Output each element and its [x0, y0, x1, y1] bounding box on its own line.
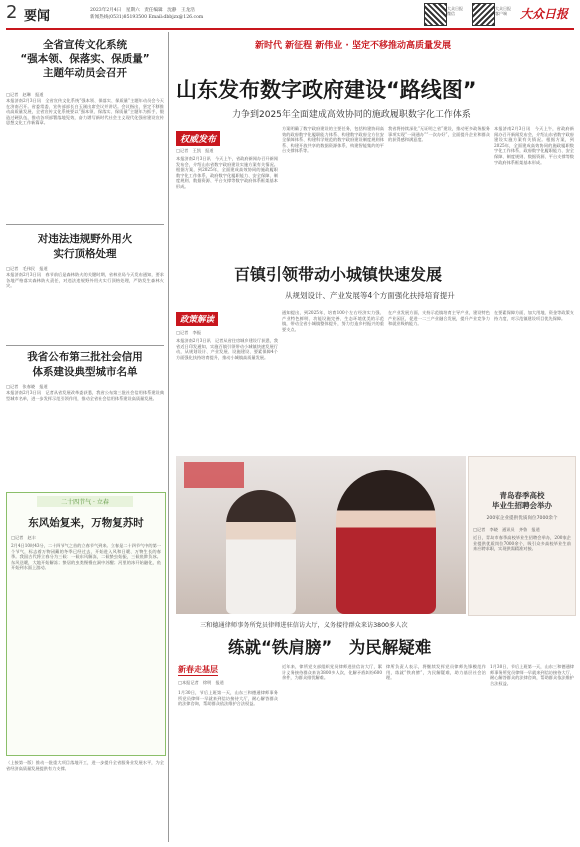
lead-3-title: 练就“铁肩膀” 为民解疑难	[228, 638, 432, 657]
lead-1-byline: □记者 王凯 报道	[176, 148, 214, 153]
lead-2-col-3: 在产业发展方面，支持示范镇培育主导产业，建设特色产业园区，促进一二三产业融合发展，提升产业竞争力和就业吸纳能力。	[388, 310, 490, 327]
article-1-byline: □记者 赵琳 报道	[6, 92, 44, 97]
masthead-rule	[6, 28, 574, 30]
section-name: 要闻	[24, 9, 51, 24]
photo-person-left	[226, 490, 296, 614]
lead-1-col-4: 本报济南2月3日讯 今天上午，省政府新闻办召开新闻发布会，介绍山东省数字政府建设实施方案有关情况。根据方案，到2025年，全面建成高效协同的施政履职数字化工作体系，政府数字化履职能力、安全保障、制度规则、数据资源、平台支撑等数字政府体系框架基本形成。	[494, 126, 574, 165]
essay-byline: □记者 赵丰	[11, 535, 36, 540]
article-3-body: 本报济南2月3日讯 记者从省发展改革委获悉，我省公布第三批社会信用体系建设典型城市名单，进一步发挥示范引领作用，推动全省社会信用体系建设高质量发展。	[6, 390, 164, 401]
lead-3-badge: 新春走基层	[178, 665, 218, 674]
slogan-banner: 新时代 新征程 新伟业 · 坚定不移推动高质量发展	[255, 41, 451, 51]
lead-3-kicker: 三和德通律师事务所党员律师进驻信访大厅，义务接待群众来访3800多人次	[200, 622, 408, 629]
lead-2-byline: □记者 李振	[176, 330, 201, 335]
divider	[6, 345, 164, 346]
article-2-title: 对违法违规野外用火 实行顶格处理	[37, 233, 133, 260]
left-column	[6, 32, 164, 842]
lead-2-col-4: 在要素保障方面，加大用地、资金等政策支持力度，对示范镇建设项目优先保障。	[494, 310, 574, 321]
article-2-body: 本报济南2月3日讯 春节前后是森林防火的关键时期，省林业局今天发布通知，要求各地严格落实森林防火责任，对违法违规野外用火实行顶格处理，严防发生森林火灾。	[6, 272, 164, 289]
photo-side-box	[468, 456, 576, 616]
qr-label-1: 大众日报 微信	[447, 6, 463, 16]
lead-3-col-1: 1月30日，节后上班第一天，山东三和德通律师事务所党员律师一早就来到信访接待大厅，耐心解答群众的法律咨询，帮助群众依法维护合法权益。	[178, 690, 278, 707]
lead-3-col-4: 1月30日，节后上班第一天，山东三和德通律师事务所党员律师一早就来到信访接待大厅，耐心解答群众的法律咨询，帮助群众依法维护合法权益。	[490, 664, 574, 686]
date-line: 2023年2月4日 星期六 责任编辑 沈静 王龙浩	[90, 8, 195, 13]
page-number: 2	[6, 2, 18, 23]
lead-2-subtitle: 从规划设计、产业发展等4个方面强化扶持培育提升	[285, 291, 455, 300]
lead-3-col-2: 近年来，律所党支部组织党员律师进驻信访大厅，累计义务接待群众来访3800多人次，化解矛盾纠纷600余件，为群众排忧解难。	[282, 664, 382, 681]
article-1-body: 本报济南2月3日讯 全省宣传文化系统“强本领、保落实、保质量”主题年动员会今天在济南召开。省委常委、宣传部部长白玉刚出席会议并讲话。会议指出，坚定不移推动高质量发展，全省宣传文化系统要以“强本领、保落实、保质量”主题年为抓手，锻造过硬队伍，推动各项部署落地见效，奋力谱写新时代社会主义现代化强省建设宣传思想文化工作新篇章。	[6, 98, 164, 126]
photo-job-fair	[176, 456, 466, 614]
photo-person-right	[336, 470, 436, 614]
qr-code-2[interactable]	[472, 3, 495, 26]
lead-3-col-3: 律所负责人表示，将继续发挥党员律师先锋模范作用，练就“铁肩膀”，为民解疑难，助力基层社会治理。	[386, 664, 486, 681]
article-1-title: 全省宣传文化系统 “强本领、保落实、保质量” 主题年动员会召开	[20, 39, 150, 79]
photo-backdrop-sign	[184, 462, 244, 488]
solar-term-box	[6, 492, 166, 756]
newspaper-logo: 大众日报	[520, 7, 569, 21]
job-fair-title: 青岛春季高校 毕业生招聘会举办	[492, 491, 552, 510]
lead-1-badge: 权威发布	[176, 131, 220, 146]
qr-label-2: 大众日报 客户端	[495, 6, 511, 16]
essay-body: 2月4日10时43分，二十四节气之首的立春节气到来。立春是二十四节气中的第一个节气，标志着万物闭藏的冬季已经过去，开始进入风和日暖、万物生长的春季。我国古代将立春分为三候：一候东风解冻，二候蛰虫始振，三候鱼陟负冰。东风送暖，大地开始解冻；蛰居的虫类慢慢在洞中苏醒；河里的冰开始融化，鱼开始到水面上游动。	[11, 543, 161, 571]
article-2-byline: □记者 毛伟民 报道	[6, 266, 48, 271]
lead-1-col-1: 本报济南2月3日讯 今天上午，省政府新闻办召开新闻发布会，介绍山东省数字政府建设实施方案有关情况。根据方案，到2025年，全面建成高效协同的施政履职数字化工作体系，政府数字化履职能力、安全保障、制度规则、数据资源、平台支撑等数字政府体系框架基本形成。	[176, 156, 278, 189]
article-3-title: 我省公布第三批社会信用 体系建设典型城市名单	[27, 351, 143, 378]
contact-line: 新闻热线(0531)85193500 Email:dbbjzx@126.com	[90, 15, 204, 20]
bottom-news: （上接第一版）推动一批重大项目落地开工，进一步提升全省服务业发展水平，为全省经济高质量发展提供有力支撑。	[6, 760, 164, 771]
lead-2-col-1: 本报济南2月3日讯 记者从省住房城乡建设厅获悉，我省近日印发通知，实施百镇引领带动小城镇快速发展行动，从规划设计、产业发展、设施建设、要素保障4个方面强化扶持培育提升，推动小城镇高质量发展。	[176, 338, 278, 360]
lead-1-col-3: 我省将持续深化“无证明之省”建设，推动更多政务服务事项实现“一网通办”“一次办好”，全面提升企业和群众的获得感和满意度。	[388, 126, 490, 143]
column-tag: 二十四节气 · 立春	[37, 496, 133, 507]
lead-1-title: 山东发布数字政府建设“路线图”	[176, 78, 477, 102]
lead-2-badge: 政策解读	[176, 312, 218, 326]
essay-title: 东风始复来，万物复苏时	[28, 517, 144, 529]
lead-3-byline: □本报记者 徐明 报道	[178, 680, 224, 685]
article-3-byline: □记者 张春晓 报道	[6, 384, 48, 389]
job-fair-byline: □记者 李晓 通讯员 齐鲁 报道	[473, 527, 540, 532]
lead-2-col-2: 通知提出，到2025年，培育100个左右经济实力强、产业特色鲜明、功能设施完善、生态环境优美的示范镇，带动全省小城镇整体提升，努力打造乡村振兴的重要支点。	[282, 310, 384, 332]
job-fair-subtitle: 200家企业提供优质岗位7000余个	[486, 516, 558, 521]
lead-2-title: 百镇引领带动小城镇快速发展	[234, 265, 443, 284]
divider	[6, 224, 164, 225]
qr-code-1[interactable]	[424, 3, 447, 26]
column-divider	[168, 32, 169, 842]
lead-1-subtitle: 力争到2025年全面建成高效协同的施政履职数字化工作体系	[232, 110, 471, 120]
job-fair-body: 近日，青岛市春季高校毕业生招聘会举办，200家企业提供优质岗位7000余个，吸引众多高校毕业生前来应聘求职，实现供需精准对接。	[473, 535, 571, 552]
lead-1-col-2: 方案明确了数字政府建设的主要任务，包括构建协同高效的政府数字化履职能力体系、构建数字政府全方位安全保障体系、构建科学规范的数字政府建设制度规则体系、构建开放共享的数据资源体系、构建智能集约的平台支撑体系等。	[282, 126, 384, 154]
